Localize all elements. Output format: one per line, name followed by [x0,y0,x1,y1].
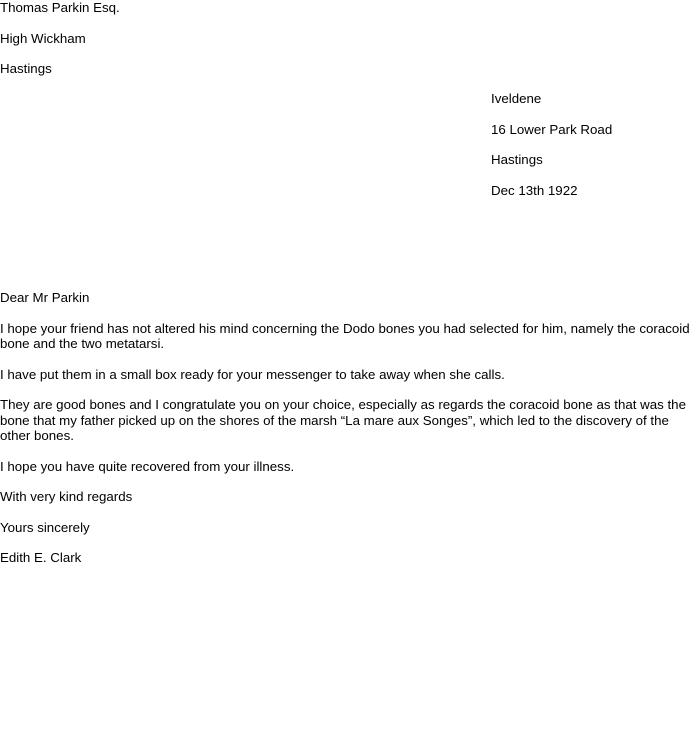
paragraph: I hope you have quite recovered from your illness. [0,458,295,474]
recipient-town: Hastings [0,61,52,77]
sender-street: 16 Lower Park Road [491,121,613,137]
recipient-address-line: High Wickham [0,30,86,46]
salutation: Dear Mr Parkin [0,290,90,305]
sender-house-name: Iveldene [491,91,542,106]
recipient-address [0,0,120,92]
sender-town: Hastings [491,152,543,168]
signature: Edith E. Clark [0,550,82,565]
recipient-name: Thomas Parkin Esq. [0,0,120,15]
letter-date: Dec 13th 1922 [491,182,578,198]
sign-off: Yours sincerely [0,519,90,535]
paragraph: I hope your friend has not altered his mind concerning the Dodo bones you had selected for him, namely the coracoid bone and the two metatarsi. [0,320,690,351]
paragraph: They are good bones and I congratulate you on your choice, especially as regards the coracoid bone as that was the bone that my father picked up on the shores of the marsh “La mare aux Songes”, which led to the discovery of the other bones. [0,397,686,443]
paragraph: I have put them in a small box ready for your messenger to take away when she calls. [0,366,505,382]
closing: With very kind regards [0,489,133,504]
letter-body [0,290,694,581]
sender-address [491,91,612,213]
